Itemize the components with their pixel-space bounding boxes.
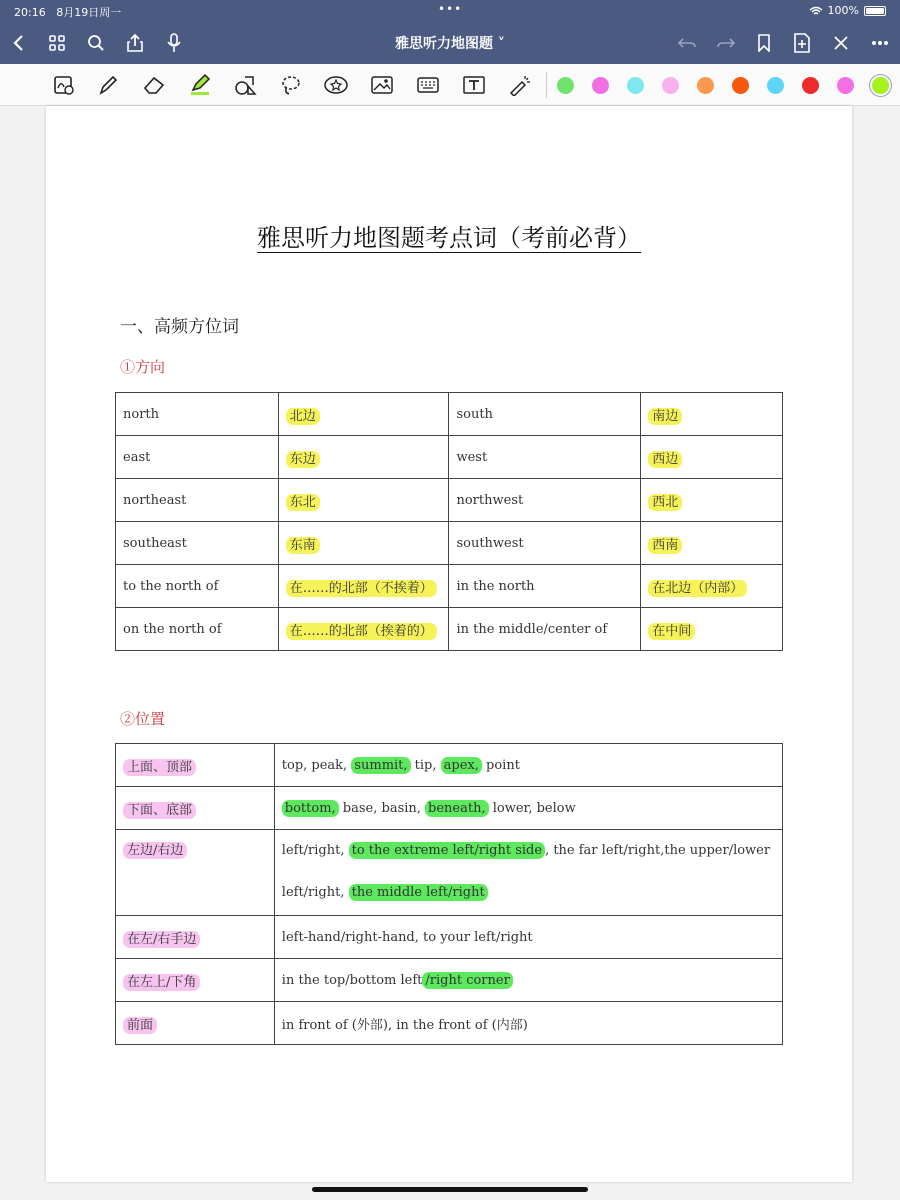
color-swatch-orange[interactable] [697, 77, 714, 94]
chinese-meaning: 在……的北部（挨着的） [286, 623, 437, 640]
chinese-meaning: 在……的北部（不挨着） [286, 580, 437, 597]
english-terms-cell [274, 916, 782, 959]
english-term-cell [116, 393, 279, 436]
english-term: east [123, 449, 151, 465]
english-terms: lower, below [488, 800, 576, 816]
english-terms: , the far left/right,the upper/lower left/right, [281, 843, 771, 900]
laser-pointer-icon[interactable] [506, 72, 534, 98]
chinese-meaning-cell [116, 830, 275, 916]
bookmark-icon[interactable] [751, 30, 777, 56]
page-title: 雅思听力地图题考点词（考前必背） [257, 224, 641, 252]
chinese-meaning: 西边 [648, 451, 682, 468]
chinese-meaning-cell [116, 959, 275, 1002]
more-icon[interactable] [867, 30, 893, 56]
keyboard-icon[interactable] [414, 72, 442, 98]
table-row [116, 959, 783, 1002]
color-swatch-sky-blue[interactable] [767, 77, 784, 94]
color-swatch-red[interactable] [802, 77, 819, 94]
tool-bar [0, 64, 900, 106]
english-term-cell [449, 393, 641, 436]
chinese-meaning-cell [641, 393, 783, 436]
chinese-meaning-cell [641, 436, 783, 479]
section-heading: 一、高频方位词 [120, 317, 239, 337]
chinese-meaning-cell [278, 393, 449, 436]
english-term-cell [116, 479, 279, 522]
grid-icon[interactable] [44, 30, 70, 56]
table-row [116, 393, 783, 436]
english-terms: in front of (外部), in the front of (内部) [281, 1017, 528, 1033]
english-terms: left/right, [281, 843, 349, 858]
english-term: northeast [123, 492, 187, 508]
chinese-meaning: 下面、底部 [123, 802, 196, 819]
back-icon[interactable] [6, 30, 32, 56]
color-swatch-cyan[interactable] [627, 77, 644, 94]
highlighted-term: the middle left/right [349, 884, 488, 901]
undo-icon[interactable] [674, 30, 700, 56]
shapes-icon[interactable] [231, 72, 259, 98]
microphone-icon[interactable] [161, 30, 187, 56]
english-terms: base, basin, [338, 800, 426, 816]
status-time: 20:16 8月19日周一 [14, 6, 122, 19]
chinese-meaning-cell [278, 522, 449, 565]
chinese-meaning-cell [641, 479, 783, 522]
chinese-meaning: 北边 [286, 408, 320, 425]
table-row [116, 522, 783, 565]
table-row [116, 830, 783, 916]
english-terms-cell [274, 1002, 782, 1045]
nav-bar [0, 22, 900, 64]
wifi-icon [809, 6, 823, 16]
color-swatch-dark-orange[interactable] [732, 77, 749, 94]
english-terms-cell [274, 959, 782, 1002]
chinese-meaning: 上面、顶部 [123, 759, 196, 776]
color-swatch-magenta[interactable] [592, 77, 609, 94]
pen-icon[interactable] [94, 72, 122, 98]
english-term: west [456, 449, 488, 465]
add-page-icon[interactable] [789, 30, 815, 56]
table-row [116, 787, 783, 830]
english-terms-cell [274, 830, 782, 916]
table-row [116, 479, 783, 522]
subheading-position: ②位置 [120, 710, 166, 728]
english-term: in the middle/center of [456, 621, 608, 637]
color-swatch-violet[interactable] [837, 77, 854, 94]
battery-percent: 100% [827, 4, 859, 17]
chinese-meaning: 东南 [286, 537, 320, 554]
table-row [116, 1002, 783, 1045]
english-term: on the north of [123, 621, 222, 637]
text-box-icon[interactable] [460, 72, 488, 98]
chinese-meaning: 左边/右边 [123, 842, 187, 859]
sticker-icon[interactable] [322, 72, 350, 98]
chinese-meaning: 在北边（内部） [648, 580, 747, 597]
chinese-meaning: 前面 [123, 1017, 157, 1034]
chinese-meaning: 在左上/下角 [123, 974, 200, 991]
english-term: southeast [123, 535, 187, 551]
english-term: north [123, 406, 160, 422]
english-term-cell [449, 565, 641, 608]
highlighted-term: to the extreme left/right side [349, 842, 545, 859]
chinese-meaning: 东北 [286, 494, 320, 511]
table-row [116, 916, 783, 959]
chinese-meaning: 西北 [648, 494, 682, 511]
chinese-meaning-cell [641, 522, 783, 565]
chinese-meaning: 南边 [648, 408, 682, 425]
share-icon[interactable] [122, 30, 148, 56]
home-indicator[interactable] [312, 1187, 588, 1192]
position-table [115, 743, 783, 1045]
highlighted-term: summit, [351, 757, 410, 774]
english-term: to the north of [123, 578, 219, 594]
english-terms: top, peak, [281, 757, 352, 773]
english-term: northwest [456, 492, 524, 508]
redo-icon[interactable] [713, 30, 739, 56]
direction-table [115, 392, 783, 651]
chinese-meaning: 在左/右手边 [123, 931, 200, 948]
chinese-meaning-cell [278, 436, 449, 479]
highlighted-term: bottom, [282, 800, 339, 817]
chinese-meaning-cell [116, 744, 275, 787]
english-terms: left-hand/right-hand, to your left/right [281, 929, 533, 945]
english-term-cell [116, 436, 279, 479]
chinese-meaning: 东边 [286, 451, 320, 468]
chinese-meaning-cell [278, 565, 449, 608]
chinese-meaning: 在中间 [648, 623, 695, 640]
battery-icon [864, 6, 886, 16]
english-term: in the north [456, 578, 535, 594]
highlighted-term: beneath, [425, 800, 489, 817]
image-icon[interactable] [368, 72, 396, 98]
english-term-cell [116, 608, 279, 651]
table-row [116, 565, 783, 608]
table-row [116, 608, 783, 651]
english-term-cell [449, 608, 641, 651]
table-row [116, 436, 783, 479]
english-terms-cell [274, 787, 782, 830]
chinese-meaning-cell [641, 565, 783, 608]
chinese-meaning-cell [278, 608, 449, 651]
english-term-cell [116, 565, 279, 608]
subheading-direction: ①方向 [120, 358, 166, 376]
chinese-meaning-cell [641, 608, 783, 651]
english-term: south [456, 406, 493, 422]
highlighted-term: apex, [441, 757, 482, 774]
english-terms: tip, [410, 757, 441, 773]
english-term-cell [449, 522, 641, 565]
color-swatch-lime-selected[interactable] [872, 77, 889, 94]
lasso-icon[interactable] [277, 72, 305, 98]
english-terms: point [481, 757, 520, 773]
english-term-cell [449, 436, 641, 479]
status-bar [0, 0, 900, 22]
english-term-cell [449, 479, 641, 522]
chinese-meaning-cell [116, 787, 275, 830]
table-row [116, 744, 783, 787]
search-icon[interactable] [83, 30, 109, 56]
read-only-icon[interactable] [50, 72, 78, 98]
collapse-icon[interactable] [828, 30, 854, 56]
english-terms: in the top/bottom left [281, 972, 423, 988]
document-title[interactable]: 雅思听力地图题 ˅ [395, 36, 505, 52]
english-terms-cell [274, 744, 782, 787]
chinese-meaning-cell [278, 479, 449, 522]
highlighter-icon[interactable] [186, 72, 214, 98]
status-right [809, 4, 886, 17]
note-page[interactable] [46, 106, 852, 1182]
eraser-icon[interactable] [140, 72, 168, 98]
chinese-meaning: 西南 [648, 537, 682, 554]
toolbar-divider [546, 72, 547, 98]
chinese-meaning-cell [116, 1002, 275, 1045]
multitask-dots[interactable]: ••• [438, 2, 463, 16]
chinese-meaning-cell [116, 916, 275, 959]
highlighted-term: /right corner [422, 972, 512, 989]
color-swatch-pink[interactable] [662, 77, 679, 94]
english-term: southwest [456, 535, 524, 551]
english-term-cell [116, 522, 279, 565]
color-swatch-green[interactable] [557, 77, 574, 94]
